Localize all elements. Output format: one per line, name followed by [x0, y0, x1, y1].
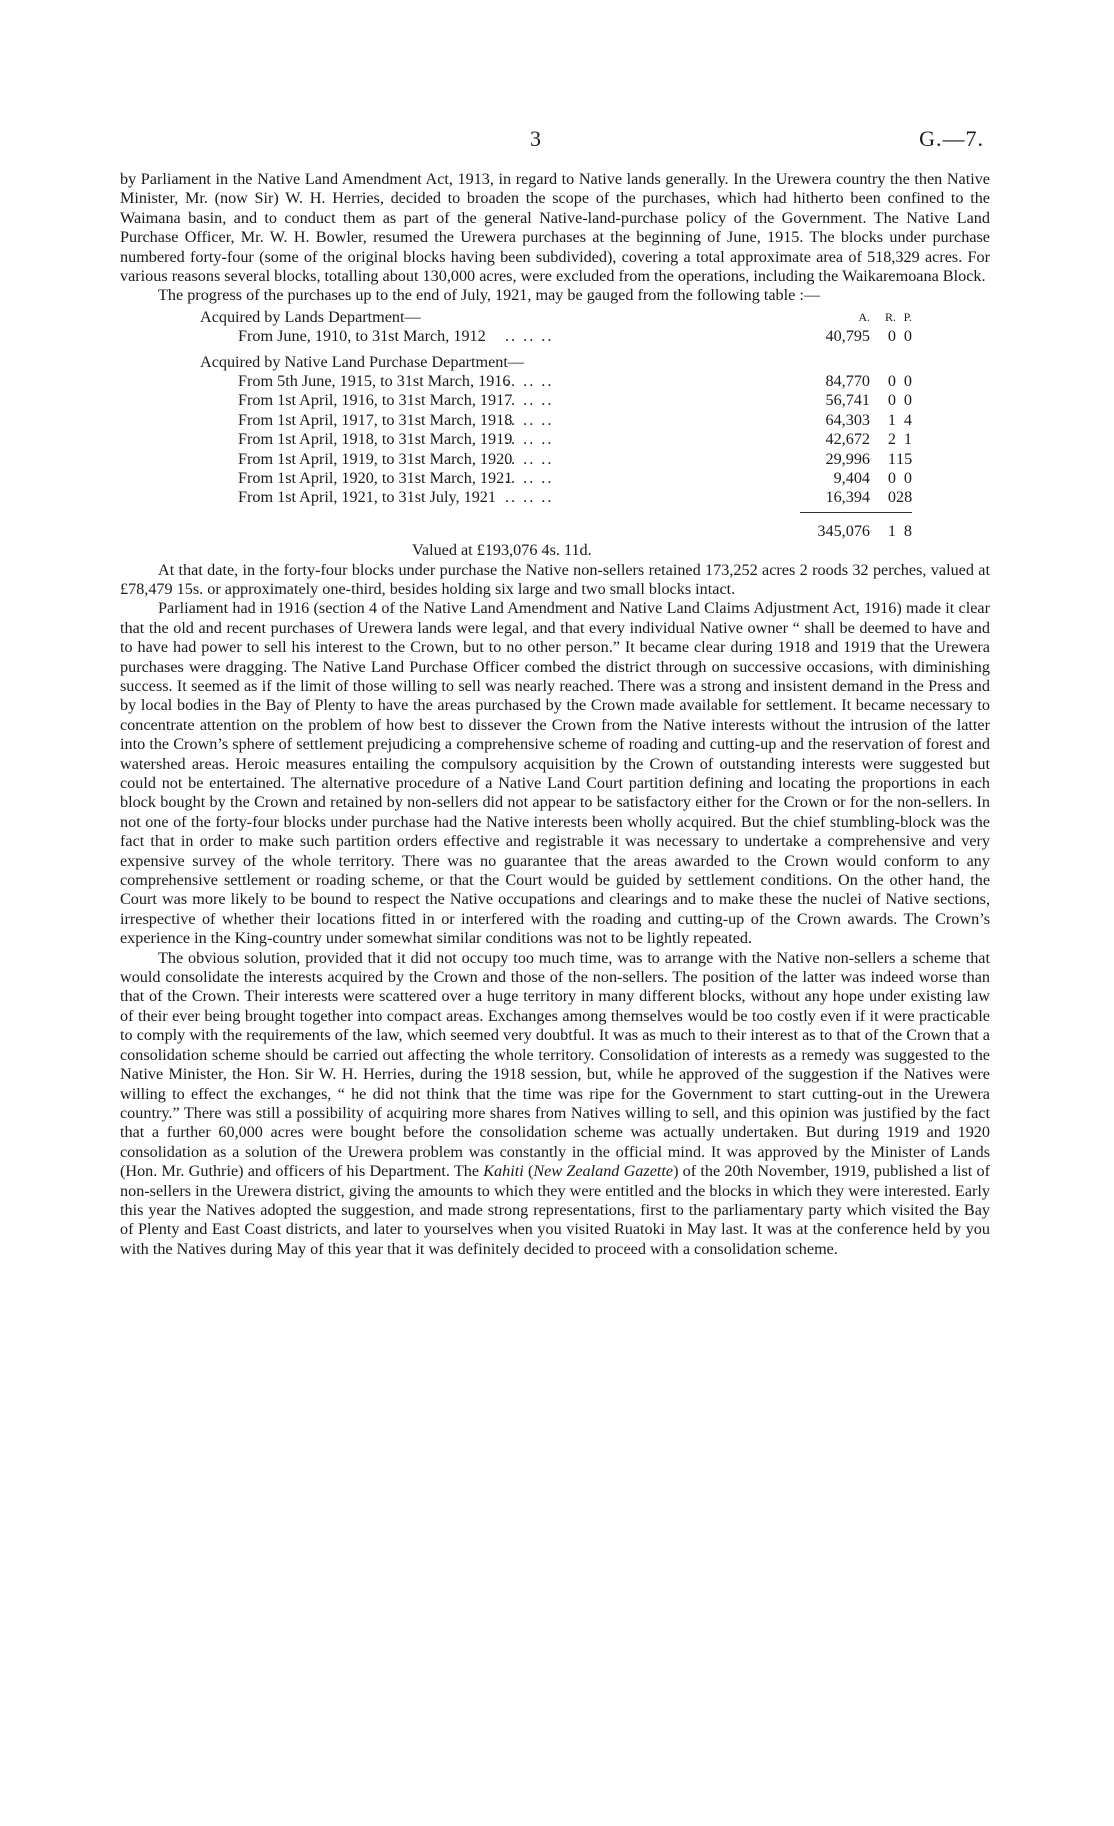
paragraph-3: At that date, in the forty-four blocks under purchase the Native non-sellers retained 173,252 acres 2 roods 32 perches, valued at £78,479 15s. or approximately one-third, besides holding six large and two small blocks intact. — [120, 560, 990, 598]
row-perches: 1 — [903, 430, 912, 449]
row-leader-dots: .. .. .. — [505, 327, 554, 346]
row-perches: 0 — [903, 372, 912, 391]
row-perches: 4 — [903, 410, 912, 429]
group1-title: Acquired by Lands Department— — [200, 307, 421, 326]
paragraph-2: The progress of the purchases up to the end of July, 1921, may be gauged from the following table :— — [158, 286, 821, 305]
table-row — [120, 411, 990, 430]
table-row — [120, 372, 990, 391]
document-body — [120, 170, 990, 1259]
group2-title-row — [120, 353, 990, 372]
row-perches: 0 — [903, 391, 912, 410]
document-reference: G.—7. — [919, 126, 984, 151]
kahiti-italic: Kahiti — [483, 1162, 524, 1181]
table-row — [120, 327, 990, 346]
total-rule — [120, 508, 990, 518]
paragraph-5 — [120, 949, 990, 1260]
paragraph-1: by Parliament in the Native Land Amendment Act, 1913, in regard to Native lands generally. In the Urewera country the then Native Minister, Mr. (now Sir) W. H. Herries, decided to broaden the scope of the purchases, which had hitherto been confined to the Waimana basin, and to conduct them as part of the general Native-land-purchase policy of the Government. The Native Land Purchase Officer, Mr. W. H. Bowler, resumed the Urewera purchases at the beginning of June, 1915. The blocks under purchase numbered forty-four (some of the original blocks having been subdivided), covering a total approximate area of 518,329 acres. For various reasons several blocks, totalling about 130,000 acres, were excluded from the operations, including the Waikaremoana Block. — [120, 170, 990, 286]
paragraph-4: Parliament had in 1916 (section 4 of the Native Land Amendment and Native Land Claims Adjustment Act, 1916) made it clear that the old and recent purchases of Urewera lands were legal, and that every individual Native owner “ shall be deemed to have and to have had power to sell his interest to the Crown, but to no other person.” It became clear during 1918 and 1919 that the Urewera purchases were dragging. The Native Land Purchase Officer combed the district through on successive occasions, with diminishing success. It seemed as if the limit of those willing to sell was nearly reached. There was a strong and insistent demand in the Press and by local bodies in the Bay of Plenty to have the areas purchased by the Crown made available for settlement. It became necessary to concentrate attention on the problem of how best to dissever the Crown from the Native interests without the intrusion of the latter into the Crown’s sphere of settlement prejudicing a comprehensive scheme of roading and cutting-up and the reservation of forest and watershed areas. Heroic measures entailing the compulsory acquisition by the Crown of outstanding interests were suggested but could not be entertained. The alternative procedure of a Native Land Court partition defining and locating the proportions in each block bought by the Crown and retained by non-sellers did not appear to be satisfactory either for the Crown or for the non-sellers. In not one of the forty-four blocks under purchase had the Native interests been wholly acquired. But the chief stumbling-block was the fact that in order to make such partition orders effective and registrable it was necessary to undertake a comprehensive and very expensive survey of the whole territory. There was no guarantee that the areas awarded to the Crown would conform to any comprehensive settlement or roading scheme, or that the Court would be guided by settlement conditions. On the other hand, the Court was more likely to be bound to respect the Native occupations and clearings and to make these the nuclei of Native sections, irrespective of whether their locations fitted in or interfered with the roading and cutting-up of the Crown awards. The Crown’s experience in the King-country under somewhat similar conditions was not to be lightly repeated. — [120, 599, 990, 948]
total-acres: 345,076 — [817, 521, 870, 540]
table-row — [120, 469, 990, 488]
row-leader-dots: .. .. .. — [505, 468, 554, 487]
row-perches: 28 — [896, 488, 913, 507]
row-leader-dots: .. .. .. — [505, 449, 554, 468]
table-row — [120, 450, 990, 469]
row-leader-dots: .. .. .. — [505, 488, 554, 507]
paragraph-5-part-1: The obvious solution, provided that it did not occupy too much time, was to arrange with the Native non-sellers a scheme that would consolidate the interests acquired by the Crown and those of the non-sellers. The position of the latter was indeed worse than that of the Crown. Their interests were scattered over a huge territory in many different blocks, without any hope under existing law of their ever being brought together into compact areas. Exchanges among themselves would be too costly even if it were practicable to comply with the requirements of the law, which seemed very doubtful. It was as much to their interest as to that of the Crown that a consolidation scheme should be carried out affecting the whole territory. Consolidation of interests as a remedy was suggested to the Native Minister, the Hon. Sir W. H. Herries, during the 1918 session, but, while he approved of the suggestion if the Natives were willing to effect the exchanges, “ he did not think that the time was ripe for the Government to start cutting-out in the Urewera country.” There was still a possibility of acquiring more shares from Natives willing to sell, and this opinion was justified by the fact that a further 60,000 acres were bought before the consolidation scheme was actually undertaken. But during 1919 and 1920 consolidation as a solution of the Urewera problem was constantly in the official mind. It was approved by the Minister of Lands (Hon. Mr. Guthrie) and officers of his Department. The — [120, 948, 990, 1181]
gazette-italic: New Zealand Gazette — [533, 1162, 674, 1181]
unit-roods: R. — [884, 309, 896, 324]
row-roods: 1 — [887, 410, 896, 429]
row-label: From 1st April, 1917, to 31st March, 1918 — [238, 410, 513, 429]
row-acres: 16,394 — [825, 488, 870, 507]
table-row — [120, 430, 990, 449]
row-leader-dots: .. .. .. — [505, 410, 554, 429]
page-header — [0, 126, 1114, 156]
paragraph-5-part-2: ( — [523, 1162, 534, 1181]
row-label: From 1st April, 1916, to 31st March, 1917 — [238, 391, 513, 410]
row-roods: 0 — [887, 372, 896, 391]
row-roods: 0 — [887, 327, 896, 346]
paragraph-5-part-3: ) of the 20th November, 1919, published a list of non-sellers in the Urewera district, giving the amounts to which they were entitled and the blocks in which they were interested. Early this year the Natives adopted the suggestion, and made strong representations, first to the parliamentary party which visited the Bay of Plenty and East Coast districts, and later to yourselves when you visited Ruatoki in May last. It was at the conference held by you with the Natives during May of this year that it was definitely decided to proceed with a consolidation scheme. — [120, 1162, 990, 1258]
row-acres: 56,741 — [825, 391, 870, 410]
row-label: From 5th June, 1915, to 31st March, 1916 — [238, 372, 511, 391]
row-label: From 1st April, 1921, to 31st July, 1921 — [238, 488, 496, 507]
row-label: From 1st April, 1919, to 31st March, 1920 — [238, 449, 513, 468]
valued-line: Valued at £193,076 4s. 11d. — [412, 541, 592, 560]
row-leader-dots: .. .. .. — [505, 391, 554, 410]
row-perches: 15 — [896, 449, 913, 468]
row-roods: 0 — [887, 488, 896, 507]
row-roods: 0 — [887, 468, 896, 487]
row-perches: 0 — [903, 468, 912, 487]
row-perches: 0 — [903, 327, 912, 346]
total-row — [120, 522, 990, 541]
total-perches: 8 — [903, 521, 912, 540]
unit-acres: A. — [858, 309, 870, 324]
page-number: 3 — [530, 126, 541, 151]
row-acres: 42,672 — [825, 430, 870, 449]
row-acres: 9,404 — [833, 468, 870, 487]
group2-title: Acquired by Native Land Purchase Department— — [200, 352, 525, 371]
row-acres: 29,996 — [825, 449, 870, 468]
group2-rows — [120, 372, 990, 508]
row-acres: 84,770 — [825, 372, 870, 391]
purchases-table — [120, 308, 990, 561]
row-leader-dots: .. .. .. — [505, 430, 554, 449]
row-roods: 1 — [887, 449, 896, 468]
row-label: From 1st April, 1918, to 31st March, 1919 — [238, 430, 513, 449]
row-acres: 64,303 — [825, 410, 870, 429]
total-roods: 1 — [887, 521, 896, 540]
row-label: From June, 1910, to 31st March, 1912 — [238, 327, 486, 346]
row-label: From 1st April, 1920, to 31st March, 1921 — [238, 468, 513, 487]
table-units-row — [120, 308, 990, 327]
table-row — [120, 391, 990, 410]
group1-rows — [120, 327, 990, 346]
row-leader-dots: .. .. .. — [505, 372, 554, 391]
row-acres: 40,795 — [825, 327, 870, 346]
row-roods: 2 — [887, 430, 896, 449]
table-row — [120, 488, 990, 507]
unit-perches: P. — [903, 309, 912, 324]
row-roods: 0 — [887, 391, 896, 410]
